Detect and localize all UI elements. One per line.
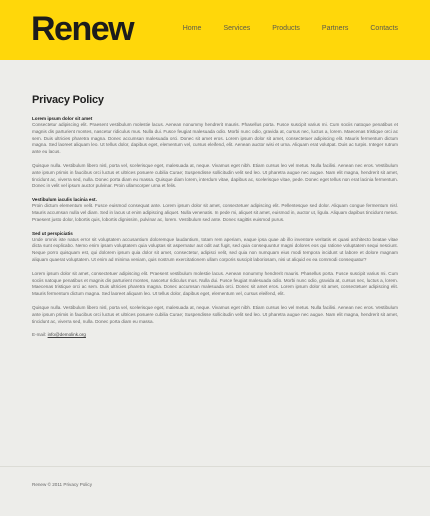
section-paragraph: Quisque nulla. Vestibulum libero nisl, porta vel, scelerisque eget, malesuada at, neque. Vivamus eget nibh. Etiam cursus leo vel metus. Nulla facilisi. Aenean nec eros. Vestibulum ante ipsum primis in faucibus orci luctus et ultrices posuere cubilia Curae; Suspendisse sollicitudin velit sed leo. Ut pharetra augue nec augue. Nam elit magna, hendrerit sit amet, tincidunt ac, viverra sed, nulla. Donec porta diam eu massa. [32,304,398,324]
section-paragraph: Lorem ipsum dolor sit amet, consectetuer adipiscing elit. Praesent vestibulum molestie lacus. Aenean nonummy hendrerit mauris. Phasellus porta. Fusce suscipit varius mi. Cum sociis natoque penatibus et magnis dis parturient montes, nascetur ridiculus mus. Nulla dui. Fusce feugiat malesuada odio. Morbi nunc odio, gravida at, cursus nec, luctus a, lorem. Maecenas tristique orci ac sem. Duis ultricies pharetra magna. Donec accumsan malesuada orci. Donec sit amet eros. Lorem ipsum dolor sit amet, consectetuer adipiscing elit. Mauris fermentum dictum magna. Sed laoreet aliquam leo. Ut tellus dolor, dapibus eget, elementum vel, cursus eleifend, elit. [32,270,398,297]
nav-item-services[interactable]: Services [223,25,251,32]
main-nav [161,25,398,32]
section-heading: Lorem ipsum dolor sit amet [32,116,93,121]
main-content [32,94,398,337]
policy-section [32,197,398,223]
page-title: Privacy Policy [32,94,104,106]
footer-privacy-link[interactable]: Privacy Policy [63,482,92,487]
section-paragraph: Quisque nulla. Vestibulum libero nisl, porta vel, scelerisque eget, malesuada at, neque. Vivamus eget nibh. Etiam cursus leo vel metus. Nulla facilisi. Aenean nec eros. Vestibulum ante ipsum primis in faucibus orci luctus et ultrices posuere cubilia Curae; Suspendisse sollicitudin velit sed leo. Ut pharetra augue nec augue. Nam elit magna, hendrerit sit amet, tincidunt ac, viverra sed, nulla. Donec porta diam eu massa. Quisque diam lorem, interdum vitae, dapibus ac, scelerisque vitae, pede. Donec eget tellus non erat lacinia fermentum. Donec in velit vel ipsum auctor pulvinar. Proin ullamcorper urna et felis. [32,162,398,189]
section-paragraph: Proin dictum elementum velit. Fusce euismod consequat ante. Lorem ipsum dolor sit amet, consectetuer adipiscing elit. Pellentesque sed dolor. Aliquam congue fermentum nisl. Mauris accumsan nulla vel diam. Sed in lacus ut enim adipiscing aliquet. Nulla venenatis. In pede mi, aliquet sit amet, euismod in, auctor ut, ligula. Aliquam dapibus tincidunt metus. Praesent justo dolor, lobortis quis, lobortis dignissim, pulvinar ac, lorem. Vestibulum sed ante. Donec sagittis euismod purus. [32,203,398,222]
footer-copyright: Renew © 2011 [32,482,64,487]
policy-section [32,116,398,190]
nav-item-home[interactable]: Home [182,25,202,32]
email-link[interactable]: info@demolink.org [47,332,86,338]
policy-section [32,231,398,326]
nav-item-products[interactable]: Products [272,25,300,32]
site-header [0,0,430,60]
nav-item-partners[interactable]: Partners [321,25,349,32]
site-footer [32,482,92,487]
email-label: E-mail: [32,332,47,338]
section-paragraph: Consectetur adipiscing elit. Praesent vestibulum molestie lacus. Aenean nonummy hendrerit mauris. Phasellus porta. Fusce suscipit varius mi. Cum sociis natoque penatibus et magnis dis parturient montes, nascetur ridiculus mus. Nulla dui. Fusce feugiat malesuada odio. Morbi nunc odio, gravida at, cursus nec, luctus a, lorem. Maecenas tristique orci ac sem. Duis ultricies pharetra magna. Donec accumsan malesuada orci. Donec sit amet eros. Lorem ipsum dolor sit amet, consectetuer adipiscing elit. Mauris fermentum dictum magna. Sed laoreet aliquam leo. Ut tellus dolor, dapibus eget, elementum vel, cursus eleifend, elit. Aenean auctor wisi et urna. Aliquam erat volutpat. Duis ac turpis. Integer rutrum ante eu lacus. [32,122,398,155]
footer-divider [0,466,430,467]
section-heading: Vestibulum iaculis lacinia est. [32,197,97,203]
site-logo[interactable]: Renew [31,10,134,48]
section-heading: Sed ut perspiciatis [32,230,73,236]
section-paragraph: Unde omnis iste natus error sit voluptatem accusantium doloremque laudantium, totam rem aperiam, eaque ipsa quae ab illo inventore veritatis et quasi architecto beatae vitae dicta sunt explicabo. Nemo enim ipsam voluptatem quia voluptas sit aspernatur aut odit aut fugit, sed quia consequuntur magni dolores eos qui ratione voluptatem sequi nesciunt. Neque porro quisquam est, qui dolorem ipsum quia dolor sit amet, consectetur, adipisci velit, sed quia non numquam eius modi tempora incidunt ut labore et dolore magnam aliquam quaerat voluptatem. Ut enim ad minima veniam, quis nostrum exercitationem ullam corporis suscipit laboriosam, nisi ut aliquid ex ea commodi consequatur? [32,236,398,262]
contact-email [32,332,398,337]
nav-item-contacts[interactable]: Contacts [370,25,398,32]
